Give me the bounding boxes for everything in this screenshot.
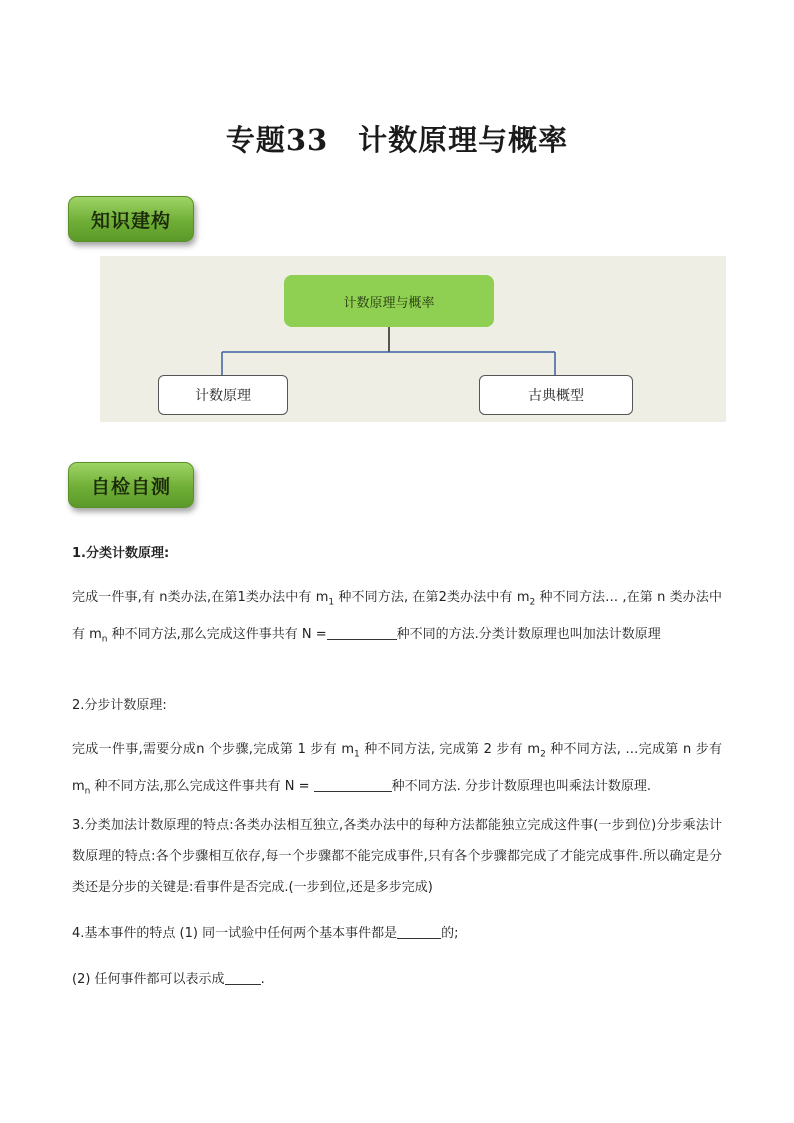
diagram-root-node: 计数原理与概率: [284, 275, 494, 327]
diagram-node-counting: 计数原理: [158, 375, 288, 415]
item1-blank: [327, 625, 397, 640]
item2-heading: 2.分步计数原理:: [72, 698, 167, 713]
item1-body: 完成一件事,有 n类办法,在第1类办法中有 $m_1$ 种不同方法, 在第2类办法中有 $m_2$ 种不同方法… ,在第 n 类办法中有 $m_n$ 种不同方法,那么完成这件事共有 N = 种不同的方法.分类计数原理也叫加法计数原理: [72, 590, 723, 645]
section-selftest-banner: 自检自测: [68, 462, 194, 508]
title-prefix: 专题33: [225, 123, 329, 157]
concept-diagram: [100, 256, 726, 422]
section-knowledge-banner: 知识建构: [68, 196, 194, 242]
item2-blank: [314, 777, 392, 792]
item1-heading: 1.分类计数原理:: [72, 546, 170, 561]
item3-body: 3.分类加法计数原理的特点:各类办法相互独立,各类办法中的每种方法都能独立完成这件事(一步到位)分步乘法计数原理的特点:各个步骤相互依存,每一个步骤都不能完成事件,只有各个步骤都完成了才能完成事件.所以确定是分类还是分步的关键是:看事件是否完成.(一步到位,还是多步完成): [72, 818, 722, 895]
item5-body: (2) 任何事件都可以表示成 .: [72, 972, 265, 987]
title-main: 计数原理与概率: [358, 123, 569, 157]
page-title: [0, 118, 794, 159]
item5-blank: [225, 970, 261, 985]
item4-blank: [397, 924, 441, 939]
item4-body: 4.基本事件的特点 (1) 同一试验中任何两个基本事件都是 的;: [72, 926, 459, 941]
diagram-node-classical-probability: 古典概型: [479, 375, 633, 415]
item2-body: 完成一件事,需要分成n 个步骤,完成第 1 步有 $m_1$ 种不同方法, 完成第 2 步有 $m_2$ 种不同方法, …完成第 n 步有 $m_n$ 种不同方法,那么完成这件事共有 N = 种不同方法. 分步计数原理也叫乘法计数原理.: [72, 742, 723, 797]
